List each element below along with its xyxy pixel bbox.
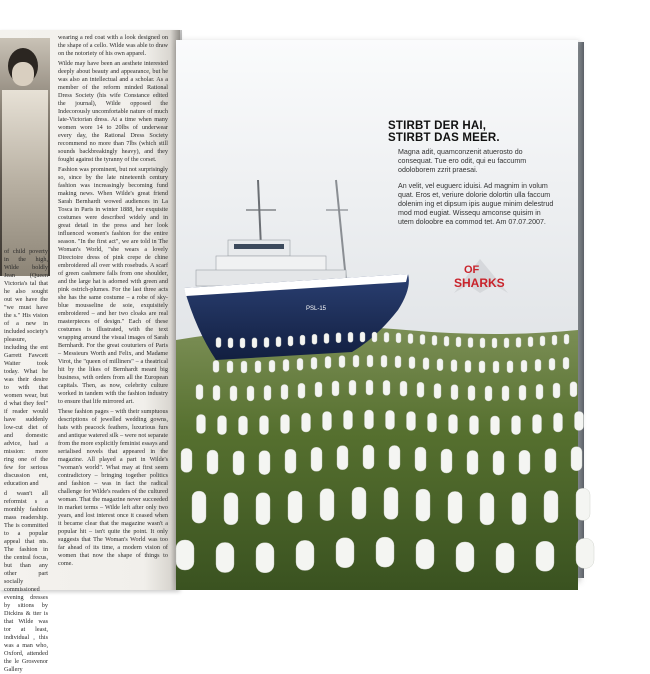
gravestone — [485, 386, 492, 401]
gravestone — [396, 333, 401, 343]
gravestone — [553, 383, 560, 398]
gravestone — [218, 416, 227, 435]
gravestone — [507, 361, 513, 373]
gravestone — [227, 361, 233, 373]
gravestone — [276, 337, 281, 347]
gravestone — [576, 488, 590, 520]
gravestone — [554, 413, 563, 432]
gravestone — [456, 337, 461, 347]
gravestone — [372, 332, 377, 342]
gravestone — [384, 487, 398, 519]
gravestone — [416, 489, 430, 521]
gravestone — [536, 384, 543, 399]
article-paragraph: of child poverty in the high, Wilde boldly Jean (Queen Victoria's tal that he also sought out we have the "we must have the s." His vision of a new in included society's pleasure, including the ent Garrett Fawcett Waiter took today. What he was their desire to with that women wear, but d what they feel" if reader would have suddenly low-cut diet of and domestic advice, had a mission: more ring one of the few for serious discussion ent, education and — [4, 248, 48, 487]
gravestone — [300, 335, 305, 345]
gravestone — [409, 357, 415, 369]
gravestone — [311, 447, 322, 471]
ad-paragraph-2: An velit, vel euguerc iduisi. Ad magnim in volum quat. Eros et, veriure dolorie dolortin ulla faccum dolenim ing et dipsum ipis augue minim delestrud mod mod eugiat. Wissequ amconse quisim in utem doloobre ea commod tet. Am 07.07.2007. — [398, 181, 554, 227]
gravestone — [336, 333, 341, 343]
gravestone — [207, 450, 218, 474]
gravestone — [349, 380, 356, 395]
gravestone — [281, 384, 288, 399]
gravestone — [389, 446, 400, 470]
gravestone — [536, 541, 554, 571]
gravestone — [353, 355, 359, 367]
gravestone — [416, 539, 434, 569]
gravestone — [467, 451, 478, 475]
logo-text-top: OF — [464, 264, 480, 276]
gravestone — [444, 336, 449, 346]
gravestone — [479, 361, 485, 373]
gravestone — [437, 359, 443, 371]
gravestone — [365, 410, 374, 429]
gravestone — [552, 335, 557, 345]
gravestone — [408, 334, 413, 344]
gravestone — [407, 412, 416, 431]
gravestone — [259, 451, 270, 475]
portrait-face — [12, 62, 34, 86]
article-paragraph: wearing a red coat with a look designed on the shape of a cello. Wilde was able to draw on the notoriety of his own apparel. — [58, 34, 168, 57]
gravestone — [576, 538, 594, 568]
gravestone — [264, 337, 269, 347]
gravestone — [224, 493, 238, 525]
gravestone — [367, 355, 373, 367]
gravestone — [512, 493, 526, 525]
gravestone — [339, 356, 345, 368]
right-page-ad — [176, 40, 578, 580]
gravestone — [528, 337, 533, 347]
gravestone — [381, 355, 387, 367]
gravestone — [468, 338, 473, 348]
gravestone — [521, 360, 527, 372]
headline-line-1: STIRBT DER HAI, — [388, 120, 487, 132]
gravestone — [325, 356, 331, 368]
gravestone — [288, 336, 293, 346]
gravestone — [360, 332, 365, 342]
gravestone — [181, 448, 192, 472]
gravestone — [512, 416, 521, 435]
gravestone — [281, 415, 290, 434]
left-page — [0, 30, 180, 673]
gravestone — [252, 338, 257, 348]
gravestone — [448, 491, 462, 523]
gravestone — [449, 415, 458, 434]
article-column-a — [4, 248, 48, 673]
gravestone — [332, 381, 339, 396]
gravestone — [240, 338, 245, 348]
gravestone — [493, 361, 499, 373]
gravestone — [470, 416, 479, 435]
gravestone — [213, 360, 219, 372]
gravestone — [468, 386, 475, 401]
gravestone — [213, 385, 220, 400]
gravestone — [312, 334, 317, 344]
gravestone — [337, 446, 348, 470]
gravestone — [302, 413, 311, 432]
article-paragraph: Fashion was prominent, but not surprisingly so, since by the late nineteenth century fashion was increasingly becoming fund making news. When Wilde's great friend Sarah Bernhardt wowed audiences in La Tosca in Paris in winter 1888, her exquisite costumes were described widely and in great detail in the press and her look influenced women's fashion for the entire season. "In the first act", we are told in The Woman's World, "she wears a lovely Directoire dress of pink crepe de chine embroidered all over with rosebuds. A scarf of green cashmere falls from one shoulder, and the large hat is adorned with green and pink ostrich-plumes. For the last three acts she has the same costume – a robe of sky-blue mousseline de soie, exquisitely embroidered – and her two cloaks are real masterpieces of design." Each of these costumes is illustrated, with the text wrapping around the visual images of Sarah Bernhardt. For the great couturiers of Paris – Messieurs Worth and Felix, and Madame Virot, the "queen of milliners" – a theatrical hit by the likes of Bernhardt meant big business, with orders from all the European capitals. Then, as now, celebrity culture worked in tandem with the fashion industry to ensure that life mirrored art. — [58, 166, 168, 405]
gravestone — [344, 410, 353, 429]
ad-paragraph-1: Magna adit, quamconzenit atuerosto do consequat. Tue ero odit, qui eu faccumm odoloborem zzrit praesai. — [398, 148, 527, 175]
gravestone — [324, 333, 329, 343]
gravestone — [456, 542, 474, 572]
gravestone — [241, 361, 247, 373]
gravestone — [216, 338, 221, 348]
article-paragraph: d wasn't all reformist s a monthly fashion mass readership. The is committed to a popular appeal that nts. The fashion in the central focus, but than any other part socially commissioned evening dresses by sitions by Dickins & tter is that Wilde was tor at least, individual , this was a man who, Oxford, attended the le Grosvenor Gallery — [4, 490, 48, 673]
gravestone — [285, 449, 296, 473]
gravestone — [216, 543, 234, 573]
gravestone — [545, 449, 556, 473]
gravestone — [519, 385, 526, 400]
vintage-portrait-photo — [0, 38, 50, 276]
gravestone — [571, 447, 582, 471]
gravestone — [432, 335, 437, 345]
gravestone — [428, 413, 437, 432]
gravestone — [197, 414, 206, 433]
gravestone — [320, 489, 334, 521]
gravestone — [376, 537, 394, 567]
gravestone — [383, 380, 390, 395]
gravestone — [417, 382, 424, 397]
article-paragraph: These fashion pages – with their sumptuous descriptions of jewelled wedding gowns, hats with peacock feathers, luxurious furs and antique watered silk – were not separate from the more explicitly feminist essays and serialised novels that appeared in the magazine. All played a part in Wilde's "woman's world". What may at first seem contradictory – bringing together politics and fashion – was in fact the radical challenge for Wilde's readers of the cultured woman. That the magazine never succeeded in market terms – Wilde left after only two years, and lost interest once it ceased when it became clear that the magazine wasn't a popular hit – isn't quite the point. It only suggests that The Woman's World was too far ahead of its time, a modern vision of women that now the shape of things to come. — [58, 408, 168, 567]
gravestone — [493, 451, 504, 475]
gravestone — [348, 332, 353, 342]
article-paragraph: Wilde may have been an aesthete interested deeply about beauty and appearance, but he was also an intellectual and a scholar. As a member of the reform minded Rational Dress Society (his wife Constance edited the journal), Wilde opposed the Indecorously uncomfortable nature of much late-Victorian dress. At a time when many women wore 14 to 20lbs of underwear every day, the Rational Dress Society recommend no more than 7lbs (which still sounds backbreakingly heavy), and they fought against the tyranny of the corset. — [58, 60, 168, 163]
gravestone — [563, 357, 569, 369]
gravestone — [352, 487, 366, 519]
gravestone — [283, 359, 289, 371]
gravestone — [239, 416, 248, 435]
gravestone — [451, 385, 458, 400]
gravestone — [395, 356, 401, 368]
gravestone — [496, 543, 514, 573]
gravestone — [434, 383, 441, 398]
gravestone — [298, 383, 305, 398]
gravestone — [297, 358, 303, 370]
gravestone — [400, 381, 407, 396]
shark-logo — [450, 255, 514, 299]
gravestone — [196, 384, 203, 399]
gravestone — [533, 414, 542, 433]
gravestone — [423, 358, 429, 370]
gravestone — [255, 361, 261, 373]
gravestone — [516, 337, 521, 347]
gravestone — [544, 491, 558, 523]
gravestone — [575, 411, 584, 430]
gravestone — [386, 410, 395, 429]
gravestone — [311, 357, 317, 369]
gravestone — [230, 386, 237, 401]
gravestone — [564, 334, 569, 344]
gravestone — [441, 449, 452, 473]
gravestone — [233, 451, 244, 475]
gravestone — [363, 445, 374, 469]
gravestone — [549, 358, 555, 370]
gravestone — [480, 338, 485, 348]
headline-line-2: STIRBT DAS MEER. — [388, 132, 500, 144]
gravestone — [260, 416, 269, 435]
gravestone — [570, 382, 577, 397]
gravestone — [366, 380, 373, 395]
gravestone — [315, 382, 322, 397]
gravestone — [336, 538, 354, 568]
gravestone — [256, 543, 274, 573]
gravestone — [296, 540, 314, 570]
gravestone — [247, 386, 254, 401]
gravestone — [269, 360, 275, 372]
gravestone — [480, 493, 494, 525]
gravestone — [502, 386, 509, 401]
gravestone — [540, 336, 545, 346]
gravestone — [288, 491, 302, 523]
gravestone — [323, 412, 332, 431]
gravestone — [415, 447, 426, 471]
gravestone — [519, 450, 530, 474]
gravestone — [451, 360, 457, 372]
gravestone — [465, 360, 471, 372]
gravestone — [492, 338, 497, 348]
gravestone — [256, 493, 270, 525]
gravestone — [192, 491, 206, 523]
gravestone — [491, 416, 500, 435]
logo-text-bottom: SHARKS — [454, 276, 505, 290]
gravestone — [228, 338, 233, 348]
ad-body-text — [398, 148, 558, 234]
gravestone — [176, 540, 194, 570]
gravestone — [264, 385, 271, 400]
ship-label: PSL-15 — [306, 306, 327, 312]
gravestone — [535, 359, 541, 371]
gravestone — [384, 332, 389, 342]
gravestone — [420, 334, 425, 344]
article-column-b — [58, 34, 168, 570]
ad-headline — [388, 120, 568, 144]
gravestone — [504, 338, 509, 348]
